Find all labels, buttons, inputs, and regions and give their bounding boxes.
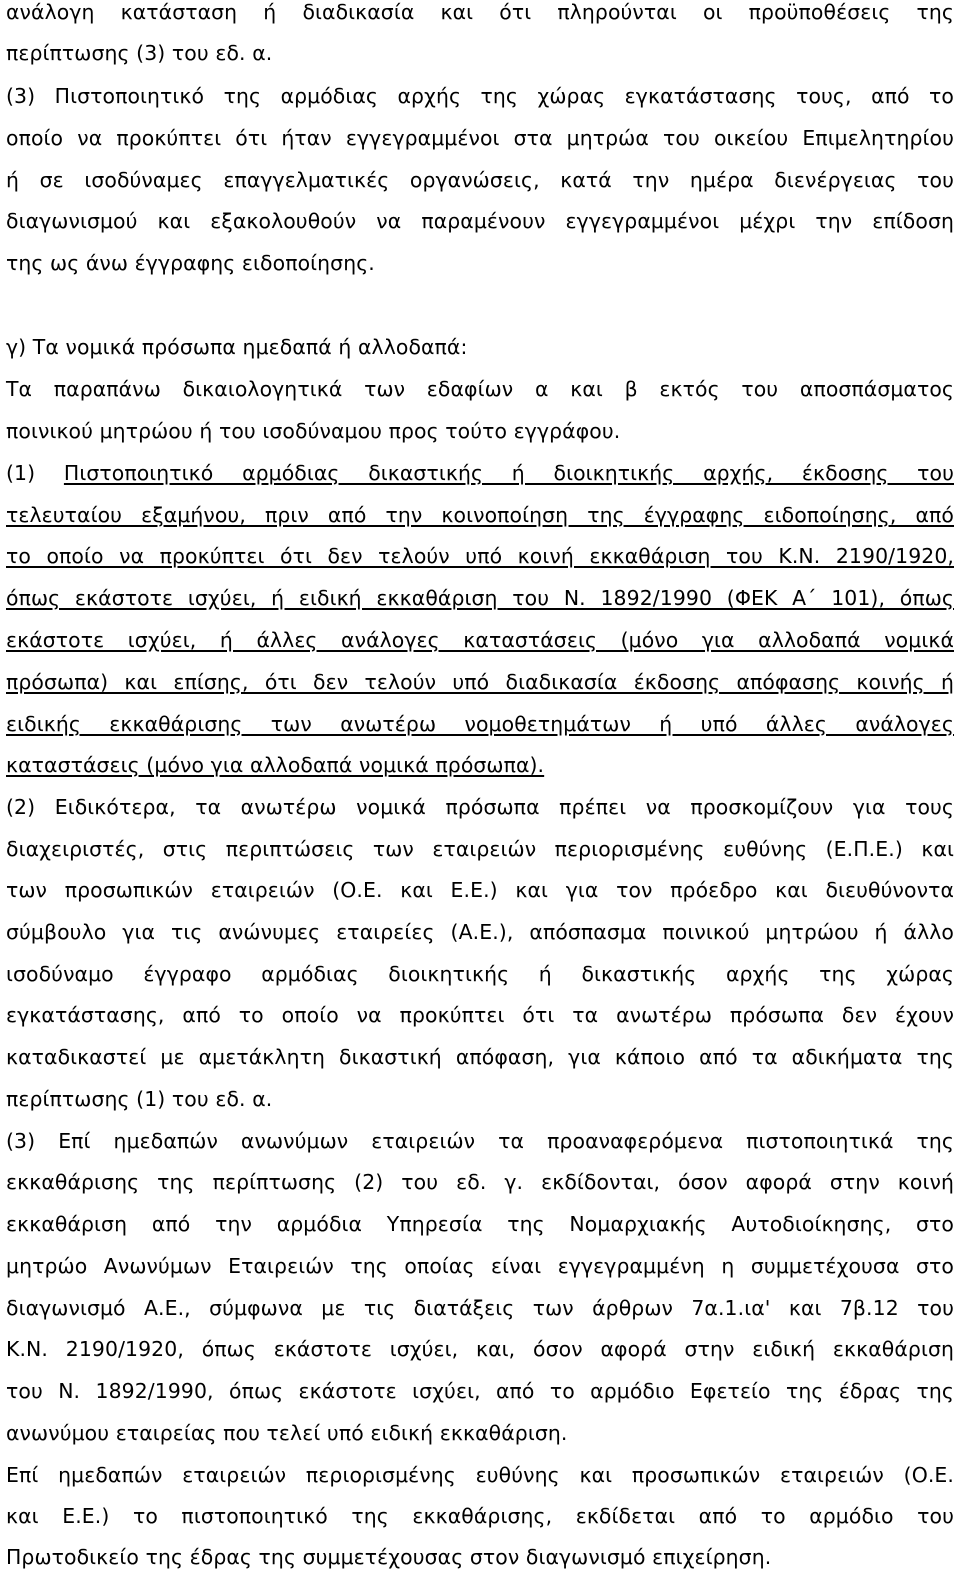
text-line: εγκατάστασης, από το οποίο να προκύπτει ότι τα ανωτέρω πρόσωπα δεν έχουν [6, 1003, 954, 1027]
text-line: διαγωνισμού και εξακολουθούν να παραμένουν εγγεγραμμένοι μέχρι την επίδοση [6, 209, 954, 233]
text-line: όπως εκάστοτε ισχύει, ή ειδική εκκαθάριση του Ν. 1892/1990 (ΦΕΚ Α΄ 101), όπως [6, 586, 954, 610]
section-heading: γ) Τα νομικά πρόσωπα ημεδαπά ή αλλοδαπά: [6, 335, 468, 359]
text-line: ανάλογη κατάσταση ή διαδικασία και ότι πληρούνται οι προϋποθέσεις της [6, 0, 954, 24]
text-line: οποίο να προκύπτει ότι ήταν εγγεγραμμένοι στα μητρώα του οικείου Επιμελητηρίου [6, 126, 954, 150]
text-line: ανωνύμου εταιρείας που τελεί υπό ειδική εκκαθάριση. [6, 1421, 568, 1445]
text-line: Τα παραπάνω δικαιολογητικά των εδαφίων α και β εκτός του αποσπάσματος [6, 377, 954, 401]
text-line: διαγωνισμό Α.Ε., σύμφωνα με τις διατάξεις των άρθρων 7α.1.ια' και 7β.12 του [6, 1296, 954, 1320]
text-line: (3) Επί ημεδαπών ανωνύμων εταιρειών τα προαναφερόμενα πιστοποιητικά της [6, 1129, 954, 1153]
underlined-text: Πιστοποιητικό αρμόδιας δικαστικής ή διοικητικής αρχής, έκδοσης του [63, 461, 954, 485]
text-line: ή σε ισοδύναμες επαγγελματικές οργανώσεις, κατά την ημέρα διενέργειας του [6, 168, 954, 192]
item-number: (1) [6, 461, 36, 485]
text-line: Κ.Ν. 2190/1920, όπως εκάστοτε ισχύει, και, όσον αφορά στην ειδική εκκαθάριση [6, 1337, 954, 1361]
text-line: πρόσωπα) και επίσης, ότι δεν τελούν υπό διαδικασία έκδοσης απόφασης κοινής ή [6, 670, 954, 694]
text-line: διαχειριστές, στις περιπτώσεις των εταιρειών περιορισμένης ευθύνης (Ε.Π.Ε.) και [6, 837, 954, 861]
text-line: Πρωτοδικείο της έδρας της συμμετέχουσας στον διαγωνισμό επιχείρηση. [6, 1545, 772, 1569]
text-line [6, 458, 954, 488]
text-line: εκάστοτε ισχύει, ή άλλες ανάλογες καταστάσεις (μόνο για αλλοδαπά νομικά [6, 628, 954, 652]
text-line: περίπτωσης (1) του εδ. α. [6, 1087, 273, 1111]
text-line: ειδικής εκκαθάρισης των ανωτέρω νομοθετημάτων ή υπό άλλες ανάλογες [6, 712, 954, 736]
text-line: εκκαθάριση από την αρμόδια Υπηρεσία της Νομαρχιακής Αυτοδιοίκησης, στο [6, 1212, 954, 1236]
text-line: περίπτωσης (3) του εδ. α. [6, 41, 273, 65]
text-line: του Ν. 1892/1990, όπως εκάστοτε ισχύει, από το αρμόδιο Εφετείο της έδρας της [6, 1379, 954, 1403]
text-line: ποινικού μητρώου ή του ισοδύναμου προς τούτο εγγράφου. [6, 419, 621, 443]
text-line: εκκαθάρισης της περίπτωσης (2) του εδ. γ. εκδίδονται, όσον αφορά στην κοινή [6, 1170, 954, 1194]
text-line: καταστάσεις (μόνο για αλλοδαπά νομικά πρόσωπα). [6, 753, 545, 777]
text-line: και Ε.Ε.) το πιστοποιητικό της εκκαθάρισης, εκδίδεται από το αρμόδιο του [6, 1504, 954, 1528]
text-line: σύμβουλο για τις ανώνυμες εταιρείες (Α.Ε.), απόσπασμα ποινικού μητρώου ή άλλο [6, 920, 954, 944]
text-line: τελευταίου εξαμήνου, πριν από την κοινοποίηση της έγγραφης ειδοποίησης, από [6, 503, 954, 527]
text-line: μητρώο Ανωνύμων Εταιρειών της οποίας είναι εγγεγραμμένη η συμμετέχουσα στο [6, 1254, 954, 1278]
text-line: Επί ημεδαπών εταιρειών περιορισμένης ευθύνης και προσωπικών εταιρειών (Ο.Ε. [6, 1463, 954, 1487]
text-line: το οποίο να προκύπτει ότι δεν τελούν υπό κοινή εκκαθάριση του Κ.Ν. 2190/1920, [6, 544, 954, 568]
text-line: ισοδύναμο έγγραφο αρμόδιας διοικητικής ή δικαστικής αρχής της χώρας [6, 962, 954, 986]
text-line: (2) Ειδικότερα, τα ανωτέρω νομικά πρόσωπα πρέπει να προσκομίζουν για τους [6, 795, 954, 819]
text-line: (3) Πιστοποιητικό της αρμόδιας αρχής της χώρας εγκατάστασης τους, από το [6, 84, 954, 108]
text-line: καταδικαστεί με αμετάκλητη δικαστική απόφαση, για κάποιο από τα αδικήματα της [6, 1045, 954, 1069]
text-line: των προσωπικών εταιρειών (Ο.Ε. και Ε.Ε.) και για τον πρόεδρο και διευθύνοντα [6, 878, 954, 902]
text-line: της ως άνω έγγραφης ειδοποίησης. [6, 251, 375, 275]
